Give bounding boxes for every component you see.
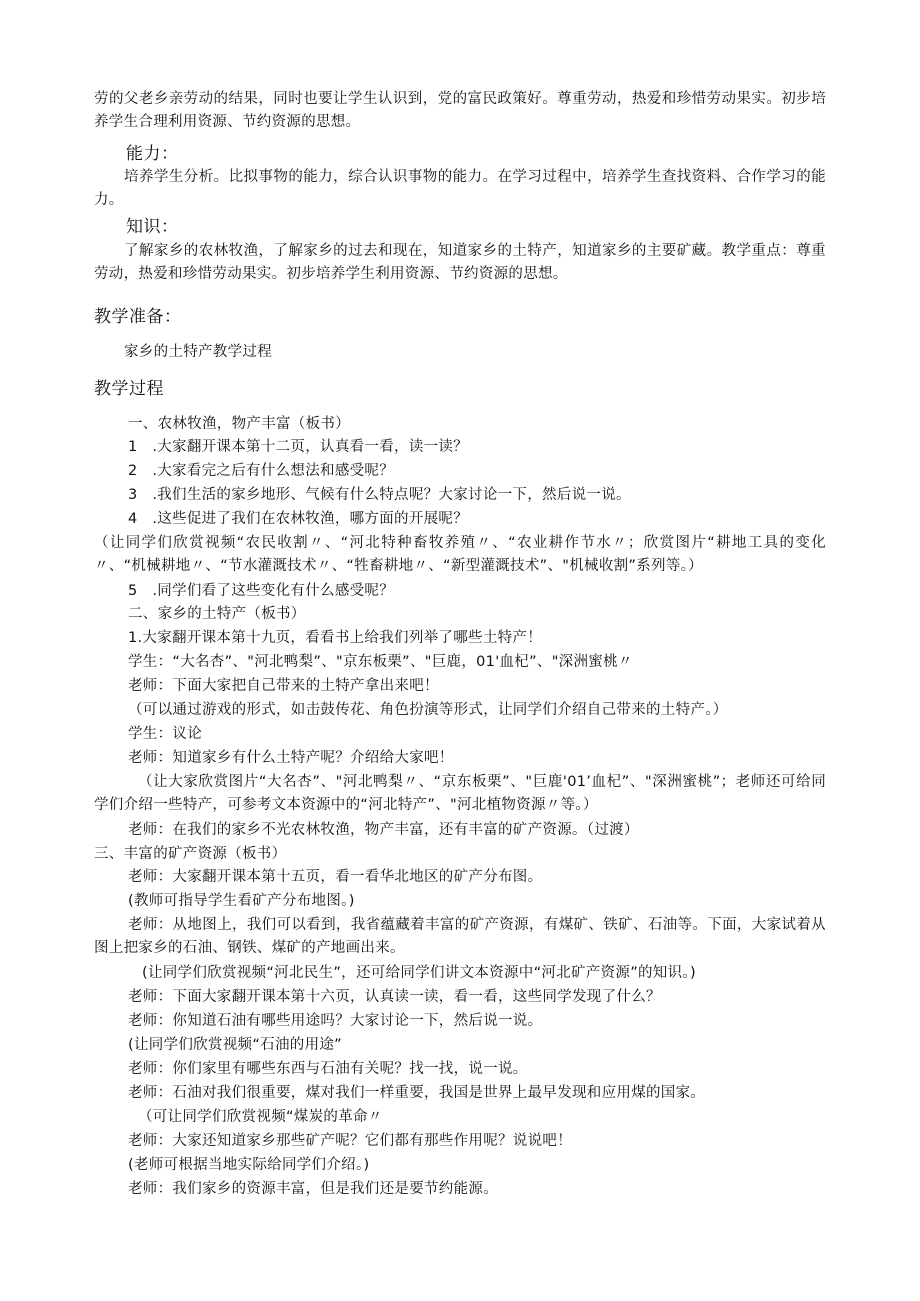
line-note: (让同学们欣赏视频“石油的用途” bbox=[128, 1037, 342, 1053]
line-teacher: 老师：我们家乡的资源丰富，但是我们还是要节约能源。 bbox=[128, 1181, 498, 1197]
line-teacher: 老师：从地图上，我们可以看到，我省蕴藏着丰富的矿产资源，有煤矿、铁矿、石油等。下面，大家试着从图上把家乡的石油、钢铁、煤矿的产地画出来。 bbox=[94, 917, 826, 956]
line-teacher: 老师：下面大家把自己带来的土特产拿出来吧！ bbox=[128, 678, 439, 694]
line-note: （让大家欣赏图片“大名杏”、"河北鸭梨〃、“京东板栗”、"巨鹿'01’血杞”、"深洲蜜桃”；老师还可给同学们介绍一些特产，可参考文本资源中的“河北特产”、"河北植物资源〃等。） bbox=[94, 774, 826, 813]
line-note: （让同学们欣赏视频“农民收割〃、“河北特种畜牧养殖〃、“农业耕作节水〃；欣赏图片“耕地工具的变化〃、“机械耕地〃、“节水灌溉技术〃、“牲畜耕地〃、“新型灌溉技术”、"机械收割”系列等。） bbox=[94, 535, 826, 574]
paragraph-intro: 劳的父老乡亲劳动的结果，同时也要让学生认识到，党的富民政策好。尊重劳动，热爱和珍惜劳动果实。初步培养学生合理利用资源、节约资源的思想。 bbox=[94, 91, 826, 130]
heading-teaching-prep: 教学准备： bbox=[94, 307, 182, 327]
line-note: （可让同学们欣赏视频“煤炭的革命〃 bbox=[138, 1109, 383, 1125]
line-item: 5 .同学们看了这些变化有什么感受呢？ bbox=[128, 583, 395, 599]
line-teacher: 老师：大家还知道家乡那些矿产呢？它们都有那些作用呢？说说吧！ bbox=[128, 1133, 572, 1149]
heading-knowledge: 知识： bbox=[126, 217, 179, 237]
line-teacher: 老师：你知道石油有哪些用途吗？大家讨论一下，然后说一说。 bbox=[128, 1013, 543, 1029]
line-note: (教师可指导学生看矿产分布地图。) bbox=[128, 893, 355, 909]
line-student: 学生：议论 bbox=[128, 726, 202, 742]
line-note: (老师可根据当地实际给同学们介绍。) bbox=[128, 1157, 370, 1173]
line-item: 4 .这些促进了我们在农林牧渔，哪方面的开展呢？ bbox=[128, 511, 469, 527]
line-item: 3 .我们生活的家乡地形、气候有什么特点呢？大家讨论一下，然后说一说。 bbox=[128, 487, 631, 503]
line-item: 1 .大家翻开课本第十二页，认真看一看，读一读？ bbox=[128, 439, 469, 455]
line-section-2: 二、家乡的土特产（板书） bbox=[128, 606, 306, 622]
line-teacher: 老师：石油对我们很重要，煤对我们一样重要，我国是世界上最早发现和应用煤的国家。 bbox=[128, 1085, 706, 1101]
line-teacher: 老师：你们家里有哪些东西与石油有关呢？找一找，说一说。 bbox=[128, 1061, 528, 1077]
line-item: 1.大家翻开课本第十九页，看看书上给我们列举了哪些土特产！ bbox=[128, 630, 543, 646]
paragraph-knowledge: 了解家乡的农林牧渔，了解家乡的过去和现在，知道家乡的土特产，知道家乡的主要矿藏。教学重点：尊重劳动，热爱和珍惜劳动果实。初步培养学生利用资源、节约资源的思想。 bbox=[94, 243, 826, 282]
heading-teaching-process: 教学过程 bbox=[94, 379, 164, 399]
line-teacher: 老师：大家翻开课本第十五页，看一看华北地区的矿产分布图。 bbox=[128, 869, 543, 885]
paragraph-ability: 培养学生分析。比拟事物的能力，综合认识事物的能力。在学习过程中，培养学生查找资料、合作学习的能力。 bbox=[94, 169, 826, 208]
line-note: （可以通过游戏的形式，如击鼓传花、角色扮演等形式，让同学们介绍自己带来的土特产。） bbox=[128, 702, 728, 718]
line-section-3: 三、丰富的矿产资源（板书） bbox=[94, 846, 287, 862]
line-item: 2 .大家看完之后有什么想法和感受呢？ bbox=[128, 463, 395, 479]
line-teacher: 老师：下面大家翻开课本第十六页，认真读一读，看一看，这些同学发现了什么？ bbox=[128, 989, 661, 1005]
line-teacher: 老师：知道家乡有什么土特产呢？介绍给大家吧！ bbox=[128, 750, 454, 766]
paragraph-prep: 家乡的土特产教学过程 bbox=[124, 344, 272, 360]
line-student: 学生：“大名杏”、"河北鸭梨”、"京东板栗”、"巨鹿，01'血杞”、"深洲蜜桃〃 bbox=[128, 654, 633, 670]
line-note: (让同学们欣赏视频“河北民生”，还可给同学们讲文本资源中“河北矿产资源”的知识。) bbox=[142, 965, 696, 981]
line-teacher: 老师：在我们的家乡不光农林牧渔，物产丰富，还有丰富的矿产资源。（过渡） bbox=[128, 822, 639, 838]
line-section-1: 一、农林牧渔，物产丰富（板书） bbox=[128, 416, 350, 432]
heading-ability: 能力： bbox=[126, 144, 179, 164]
